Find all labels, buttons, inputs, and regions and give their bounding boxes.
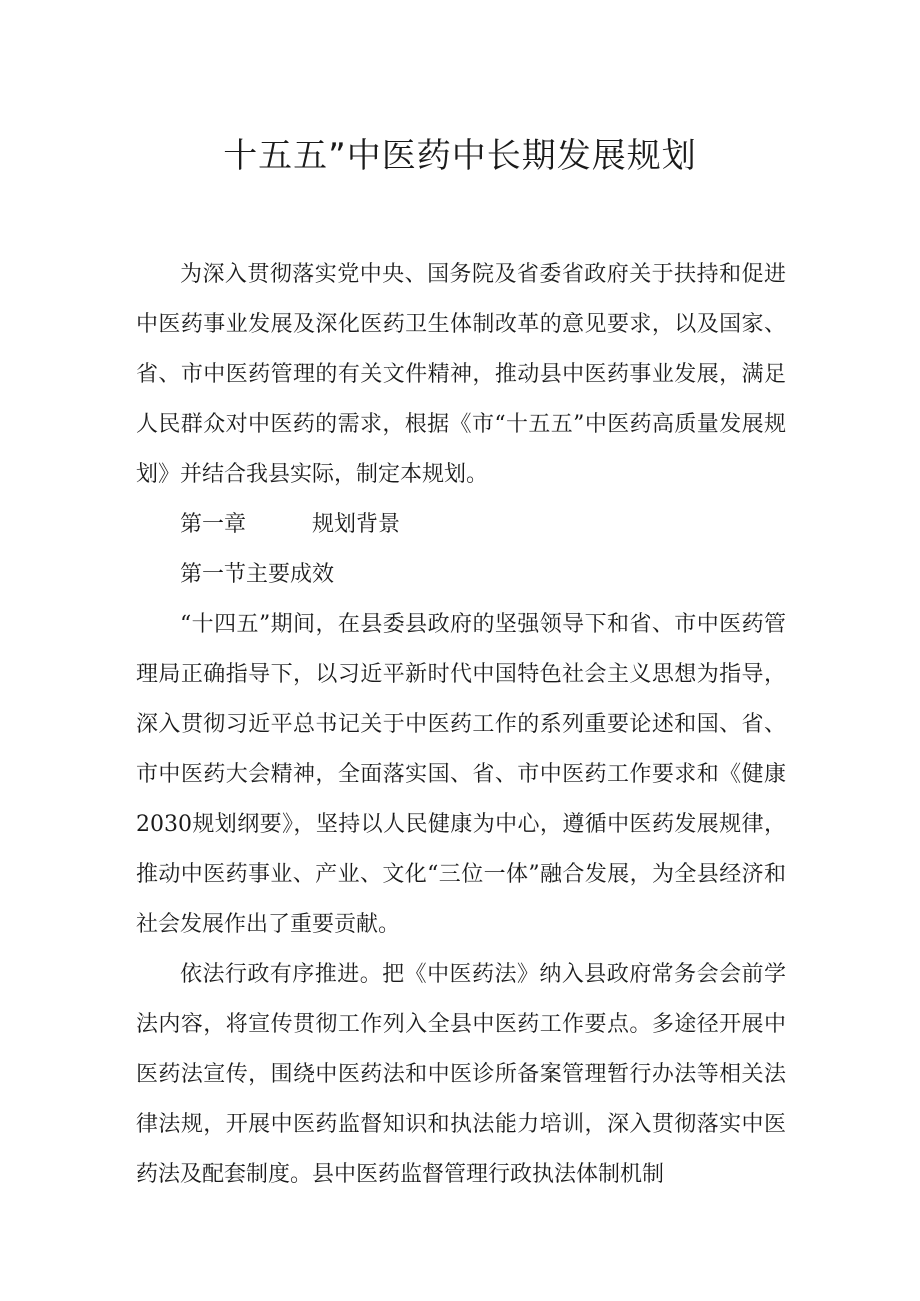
chapter-heading (136, 500, 786, 550)
body-paragraph-achievements: “十四五”期间，在县委县政府的坚强领导下和省、市中医药管理局正确指导下，以习近平新时代中国特色社会主义思想为指导，深入贯彻习近平总书记关于中医药工作的系列重要论述和国、省、市中医药大会精神，全面落实国、省、市中医药工作要求和《健康2030规划纲要》，坚持以人民健康为中心，遵循中医药发展规律，推动中医药事业、产业、文化“三位一体”融合发展，为全县经济和社会发展作出了重要贡献。 (136, 612, 786, 937)
body-paragraph-law: 依法行政有序推进。把《中医药法》纳入县政府常务会会前学法内容，将宣传贯彻工作列入全县中医药工作要点。多途径开展中医药法宣传，围绕中医药法和中医诊所备案管理暂行办法等相关法律法规，开展中医药监督知识和执法能力培训，深入贯彻落实中医药法及配套制度。县中医药监督管理行政执法体制机制 (136, 962, 786, 1187)
document-body (136, 250, 786, 1200)
chapter-number: 第一章 (180, 512, 247, 537)
document-title: 十五五”中医药中长期发展规划 (223, 136, 697, 176)
intro-paragraph: 为深入贯彻落实党中央、国务院及省委省政府关于扶持和促进中医药事业发展及深化医药卫生体制改革的意见要求，以及国家、省、市中医药管理的有关文件精神，推动县中医药事业发展，满足人民群众对中医药的需求，根据《市“十五五”中医药高质量发展规划》并结合我县实际，制定本规划。 (136, 262, 786, 487)
section-heading: 第一节主要成效 (180, 562, 335, 587)
chapter-title: 规划背景 (312, 512, 401, 537)
